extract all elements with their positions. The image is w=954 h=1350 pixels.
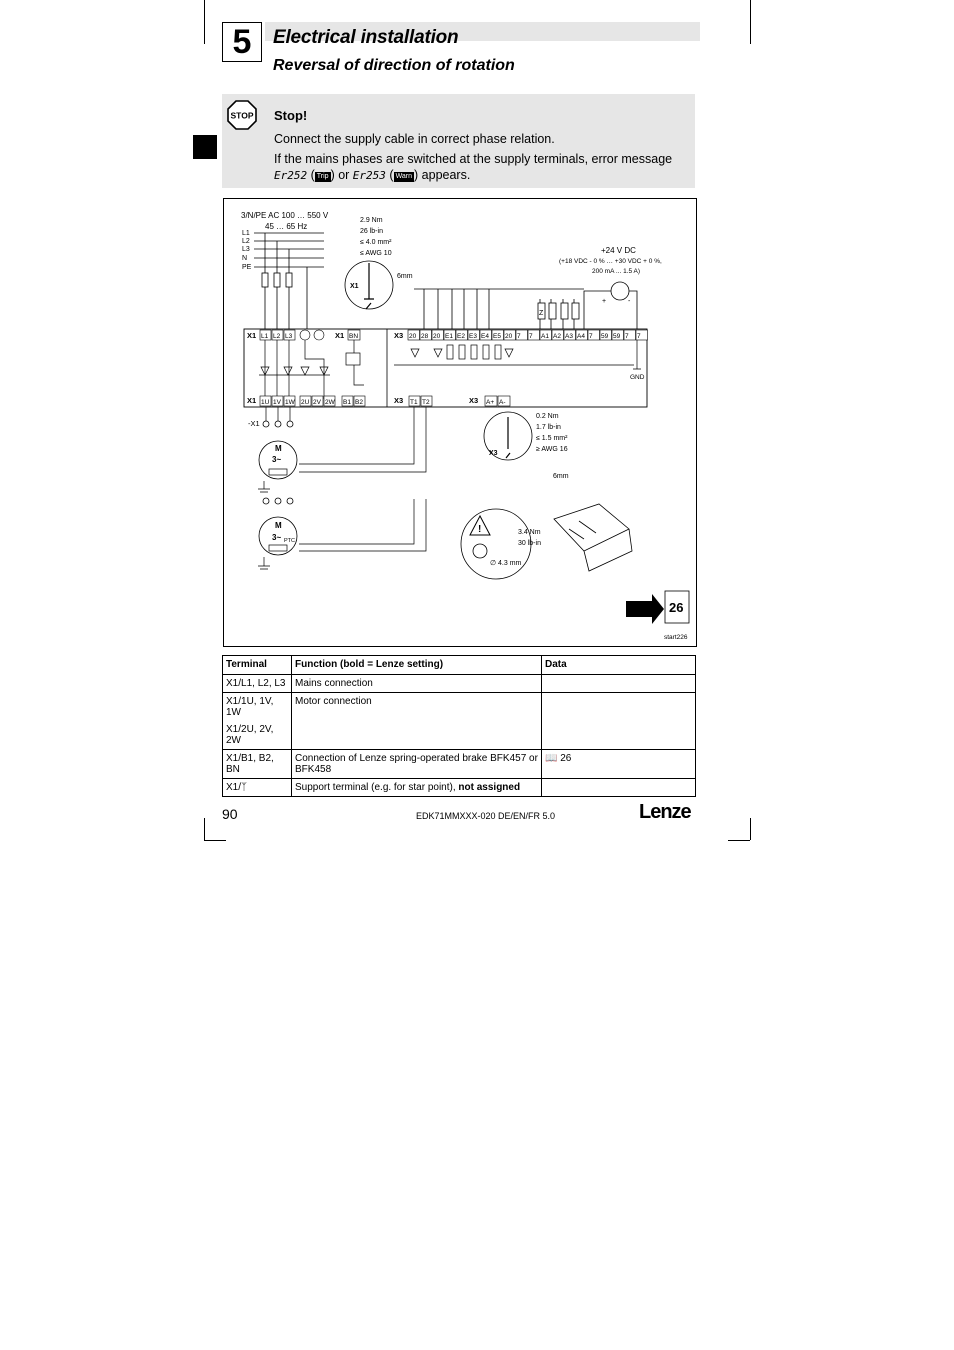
pe-terminal-icon — [314, 330, 324, 340]
vdc-range: (+18 VDC - 0 % … +30 VDC + 0 %, — [559, 258, 662, 265]
torque1-awg: ≤ AWG 10 — [360, 250, 392, 257]
terminal-label: E4 — [481, 333, 489, 340]
data-cell — [542, 675, 696, 693]
terminal-cell: X1/1U, 1V, 1W — [223, 693, 292, 722]
warn-badge: Warn — [395, 173, 413, 180]
crop-mark — [204, 818, 205, 840]
side-tab-marker — [193, 135, 217, 159]
stop-line-1: Connect the supply cable in correct phase relation. — [274, 132, 555, 146]
vdc-label: +24 V DC — [601, 246, 636, 255]
function-cell — [292, 779, 542, 797]
supply-label: 3/N/PE AC 100 … 550 V — [241, 211, 329, 220]
terminal-label: A3 — [565, 333, 573, 340]
terminal-label: 7 — [637, 333, 641, 340]
terminal-cell — [223, 779, 292, 797]
trip-badge: Trip — [316, 173, 329, 180]
minus-sign: - — [628, 298, 631, 305]
terminal-label: E1 — [445, 333, 453, 340]
terminal-label: 20 — [409, 333, 417, 340]
terminal-label: E5 — [493, 333, 501, 340]
terminal-T1: T1 — [410, 399, 418, 406]
stop-line-3: Er252 ( Trip ) or Er253 ( Warn ) appears. — [274, 168, 471, 182]
table-row — [223, 779, 696, 797]
wiring-diagram — [223, 198, 697, 647]
input-stage — [394, 340, 641, 369]
x1-bottom-label: X1 — [247, 396, 257, 405]
x3-bottom-label: X3 — [394, 396, 404, 405]
plus-sign: + — [602, 298, 607, 305]
chapter-title: Electrical installation — [273, 27, 459, 48]
terminal-label: 20 — [433, 333, 441, 340]
terminal-label: B2 — [355, 399, 363, 406]
terminal-label: X1/ — [226, 782, 242, 793]
motor-1-phase: 3~ — [272, 455, 282, 464]
terminal-label: E2 — [457, 333, 465, 340]
torque3-nm: 3.4 Nm — [518, 529, 541, 536]
reference-arrow-icon — [626, 594, 664, 624]
table-header: Data — [542, 656, 696, 675]
line-L3: L3 — [242, 246, 250, 253]
x1-bottom-terminals — [260, 396, 365, 406]
torque2-lbin: 1.7 lb-in — [536, 424, 561, 431]
drive-housing-sketch — [554, 504, 632, 571]
stop-end-text: ) appears. — [414, 168, 471, 182]
gnd-label: GND — [630, 374, 645, 381]
motor-2-phase: 3~ — [272, 533, 282, 542]
warning-icon: ! — [478, 524, 482, 535]
torque3-lbin: 30 lb-in — [518, 540, 541, 547]
x1-top-terminals — [260, 330, 360, 340]
ground-icon — [473, 544, 487, 558]
function-text: Support terminal (e.g. for star point), — [295, 782, 456, 793]
terminal-label: 2W — [325, 399, 335, 406]
dc-source-icon — [611, 282, 629, 300]
line-L2: L2 — [242, 238, 250, 245]
terminal-L2: L2 — [273, 333, 281, 340]
terminal-L3: L3 — [285, 333, 293, 340]
terminal-label: 7 — [589, 333, 593, 340]
torque2-mm2: ≤ 1.5 mm² — [536, 435, 568, 442]
x1-top-label: X1 — [247, 331, 257, 340]
terminal-label: A4 — [577, 333, 585, 340]
star-point-icon: ᛉ — [241, 782, 248, 793]
crop-mark — [728, 840, 750, 841]
stop-icon — [227, 100, 257, 130]
crop-mark — [204, 840, 226, 841]
terminal-label: 7 — [517, 333, 521, 340]
terminal-cell: X1/2U, 2V, 2W — [223, 721, 292, 750]
line-L1: L1 — [242, 230, 250, 237]
stop-icon-label: STOP — [230, 110, 254, 121]
crop-mark — [750, 0, 751, 44]
diameter-label: ∅ 4.3 mm — [490, 560, 522, 567]
table-row — [223, 750, 696, 779]
terminal-label: B1 — [343, 399, 351, 406]
book-icon: 📖 — [545, 753, 558, 764]
torque1-nm: 2.9 Nm — [360, 217, 383, 224]
ptc-label: PTC — [284, 538, 295, 544]
section-title: Reversal of direction of rotation — [273, 57, 515, 74]
x3-top-terminals — [408, 330, 648, 340]
terminal-T2: T2 — [422, 399, 430, 406]
data-cell — [542, 693, 696, 750]
vdc-current: 200 mA ... 1.5 A) — [592, 268, 641, 275]
torque2-awg: ≥ AWG 16 — [536, 446, 568, 453]
x3-analog-label: X3 — [469, 396, 479, 405]
function-cell: Motor connection — [292, 693, 542, 750]
terminal-label: 1V — [273, 399, 281, 406]
terminal-label: 7 — [625, 333, 629, 340]
terminal-L1: L1 — [261, 333, 269, 340]
torque1-mm2: ≤ 4.0 mm² — [360, 239, 392, 246]
error-code-trip: Er252 — [274, 169, 308, 182]
table-row — [223, 675, 696, 693]
terminal-label: 59 — [613, 333, 621, 340]
relay-label: Z — [539, 310, 544, 317]
table-header: Function (bold = Lenze setting) — [292, 656, 542, 675]
function-cell: Connection of Lenze spring-operated brake BFK457 or BFK458 — [292, 750, 542, 779]
x3-detail-label: X3 — [489, 450, 498, 457]
function-bold: not assigned — [458, 782, 521, 793]
terminal-label: 59 — [601, 333, 609, 340]
motor-1-m: M — [275, 444, 282, 453]
x3-top-label: X3 — [394, 331, 404, 340]
terminal-label: 20 — [505, 333, 513, 340]
page-number: 90 — [222, 806, 238, 822]
terminal-label: 7 — [529, 333, 533, 340]
stop-heading: Stop! — [274, 108, 308, 123]
stop-line-2: If the mains phases are switched at the supply terminals, error message — [274, 152, 673, 166]
terminal-label: 1W — [285, 399, 295, 406]
pe-terminal-icon — [300, 330, 310, 340]
document-id: EDK71MMXXX-020 DE/EN/FR 5.0 — [416, 811, 556, 821]
crop-mark — [204, 0, 205, 44]
device-outline — [244, 329, 647, 407]
error-code-warn: Er253 — [352, 169, 386, 182]
crop-mark — [750, 818, 751, 840]
strip1-length: 6mm — [397, 273, 413, 280]
data-cell — [542, 779, 696, 797]
x1-bn-label: X1 — [335, 331, 345, 340]
terminal-BN: BN — [349, 333, 359, 340]
chapter-number: 5 — [222, 22, 262, 62]
line-PE: PE — [242, 264, 252, 271]
data-page-ref[interactable]: 26 — [560, 753, 572, 764]
table-row — [223, 693, 696, 722]
stop-mid-text: ) or — [330, 168, 350, 182]
terminal-table — [222, 655, 696, 797]
x1-detail-label: X1 — [350, 283, 359, 290]
function-cell: Mains connection — [292, 675, 542, 693]
torque1-lbin: 26 lb-in — [360, 228, 383, 235]
motor-terminal-label: -X1 — [248, 419, 260, 428]
terminal-label: A2 — [553, 333, 561, 340]
x3-bottom-terminals — [409, 396, 510, 406]
terminal-cell: X1/B1, B2, BN — [223, 750, 292, 779]
terminal-cell: X1/L1, L2, L3 — [223, 675, 292, 693]
terminal-label: 2U — [301, 399, 310, 406]
power-stage — [259, 340, 364, 399]
terminal-label: A1 — [541, 333, 549, 340]
terminal-label: 1U — [261, 399, 270, 406]
table-header-row — [223, 656, 696, 675]
line-N: N — [242, 255, 248, 262]
reference-page-number: 26 — [669, 600, 684, 615]
table-header: Terminal — [223, 656, 292, 675]
lenze-logo: Lenze — [639, 801, 691, 823]
terminal-label: 2V — [313, 399, 321, 406]
terminal-label: E3 — [469, 333, 477, 340]
data-cell — [542, 750, 696, 779]
torque2-nm: 0.2 Nm — [536, 413, 559, 420]
frequency-label: 45 … 65 Hz — [265, 222, 308, 231]
terminal-A-minus: A- — [499, 399, 506, 406]
strip2-length: 6mm — [553, 473, 569, 480]
terminal-A-plus: A+ — [486, 399, 495, 406]
motor-2-m: M — [275, 521, 282, 530]
terminal-label: 28 — [421, 333, 429, 340]
figure-id: start226 — [664, 634, 688, 641]
